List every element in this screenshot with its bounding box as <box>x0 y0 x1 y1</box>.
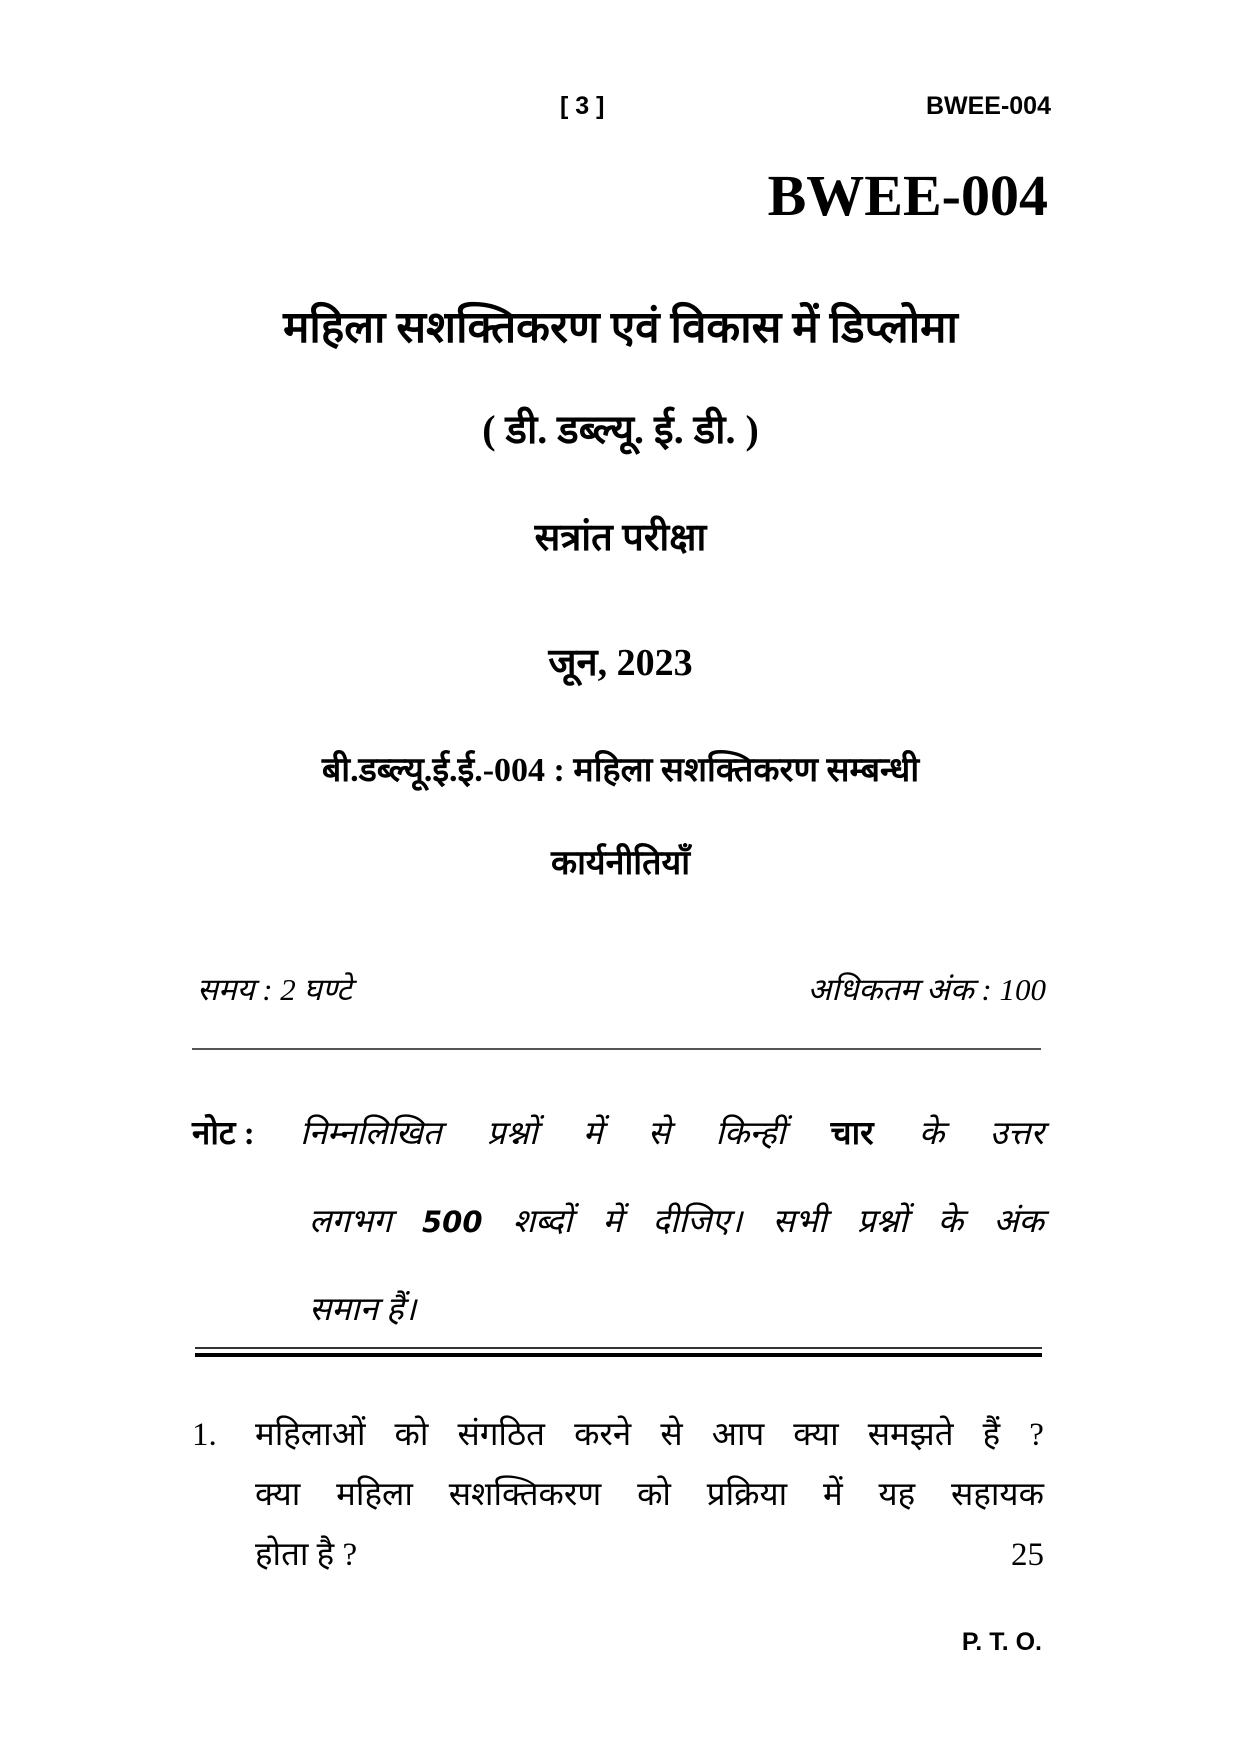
exam-meta <box>197 968 1046 1010</box>
divider <box>192 1048 1041 1050</box>
page-number: [ 3 ] <box>560 92 605 120</box>
time-allowed: समय : 2 घण्टे <box>197 972 352 1007</box>
note-line-1: नोट : निम्नलिखित प्रश्नों में से किन्हीं चार के उत्तर <box>192 1090 1044 1178</box>
double-divider-top <box>195 1347 1042 1349</box>
note-label: नोट : <box>192 1116 255 1152</box>
double-divider-bottom <box>195 1353 1042 1357</box>
question-number: 1. <box>192 1417 217 1453</box>
emphasis-count: चार <box>830 1116 874 1152</box>
program-title: महिला सशक्तिकरण एवं विकास में डिप्लोमा <box>283 303 958 352</box>
word-limit: 500 <box>421 1205 483 1239</box>
exam-session: जून, 2023 <box>548 642 693 684</box>
program-abbreviation: ( डी. डब्ल्यू. ई. डी. ) <box>482 407 759 452</box>
please-turn-over: P. T. O. <box>961 1628 1042 1656</box>
note-line-3: समान हैं। <box>309 1292 417 1328</box>
question-1 <box>192 1405 1044 1585</box>
course-title-line1: बी.डब्ल्यू.ई.ई.-004 : महिला सशक्तिकरण सम्बन्धी <box>321 752 920 789</box>
course-code-header: BWEE-004 <box>925 92 1051 120</box>
note-line-2: लगभग 500 शब्दों में दीजिए। सभी प्रश्नों के अंक <box>192 1178 1044 1266</box>
course-title-line2: कार्यनीतियाँ <box>550 845 691 882</box>
question-marks: 25 <box>1011 1537 1044 1573</box>
maximum-marks: अधिकतम अंक : 100 <box>807 972 1046 1007</box>
instructions-note <box>192 1090 1044 1354</box>
course-code-title: BWEE-004 <box>767 163 1048 228</box>
exam-type: सत्रांत परीक्षा <box>534 517 707 559</box>
question-text: महिलाओं को संगठित करने से आप क्या समझते हैं ? क्या महिला सशक्तिकरण को प्रक्रिया में यह सहायक होता है ? 25 <box>255 1405 1044 1585</box>
